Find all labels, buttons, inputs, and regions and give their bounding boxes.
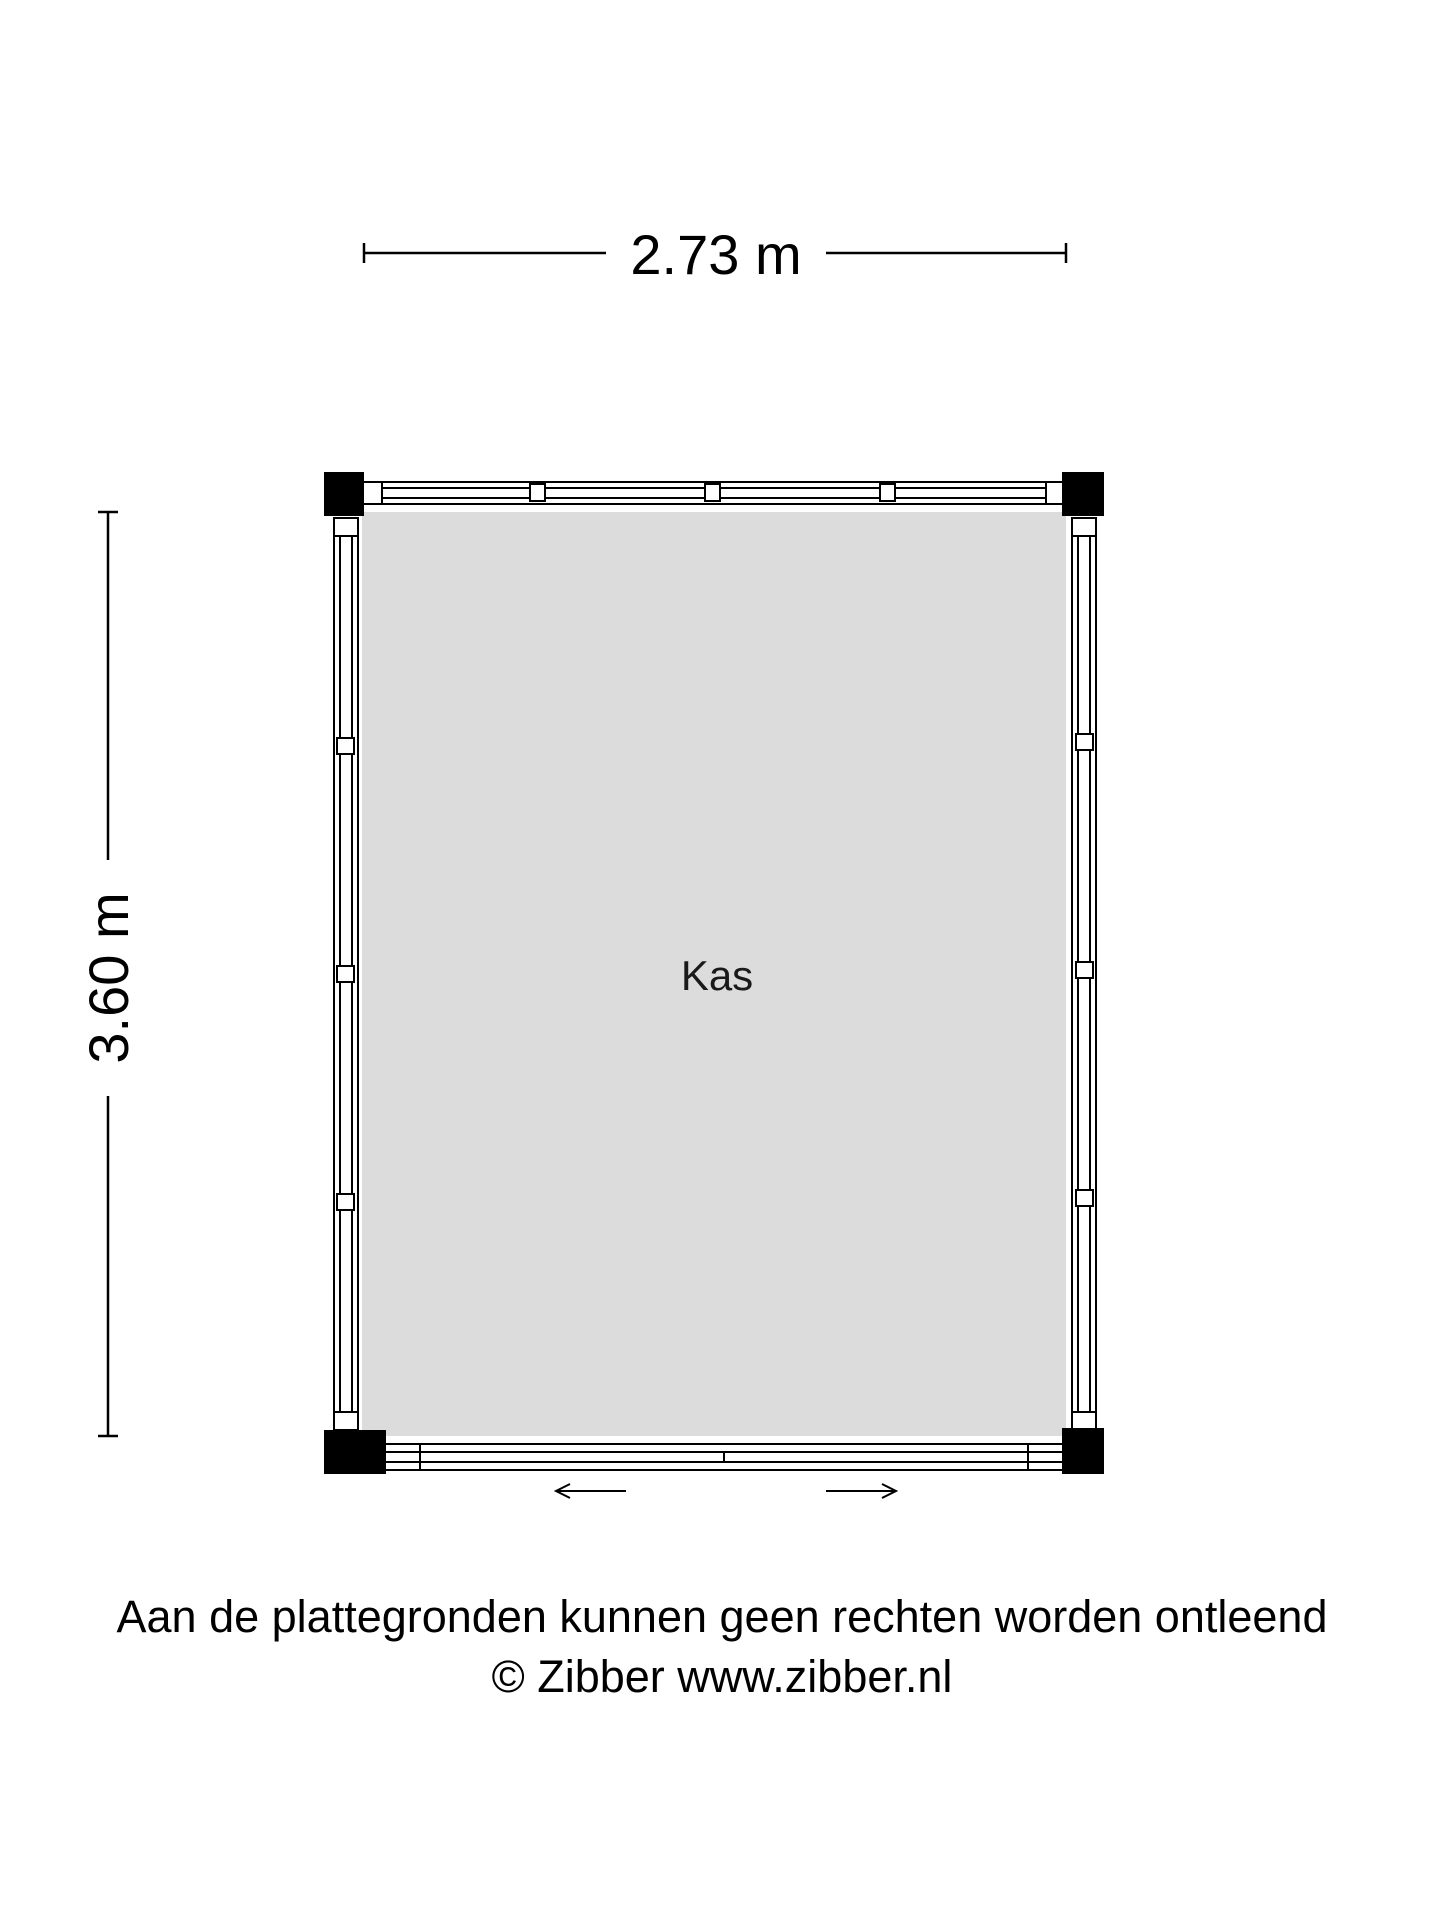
corner-post-bottom-left	[324, 1430, 386, 1474]
disclaimer-text: Aan de plattegronden kunnen geen rechten worden ontleend	[116, 1591, 1328, 1642]
room-label: Kas	[680, 952, 754, 999]
height-dimension	[77, 512, 140, 1436]
corner-post-top-right	[1062, 472, 1104, 516]
corner-post-bottom-right	[1062, 1428, 1104, 1474]
height-label: 3.60 m	[77, 892, 140, 1064]
arrow-left-icon	[556, 1484, 626, 1498]
corner-post-top-left	[324, 472, 364, 516]
width-dimension	[364, 223, 1066, 286]
sliding-door-arrows	[556, 1484, 896, 1498]
arrow-right-icon	[826, 1484, 896, 1498]
copyright-text: © Zibber www.zibber.nl	[491, 1651, 953, 1702]
bottom-wall	[384, 1444, 1064, 1470]
width-label: 2.73 m	[630, 223, 802, 286]
